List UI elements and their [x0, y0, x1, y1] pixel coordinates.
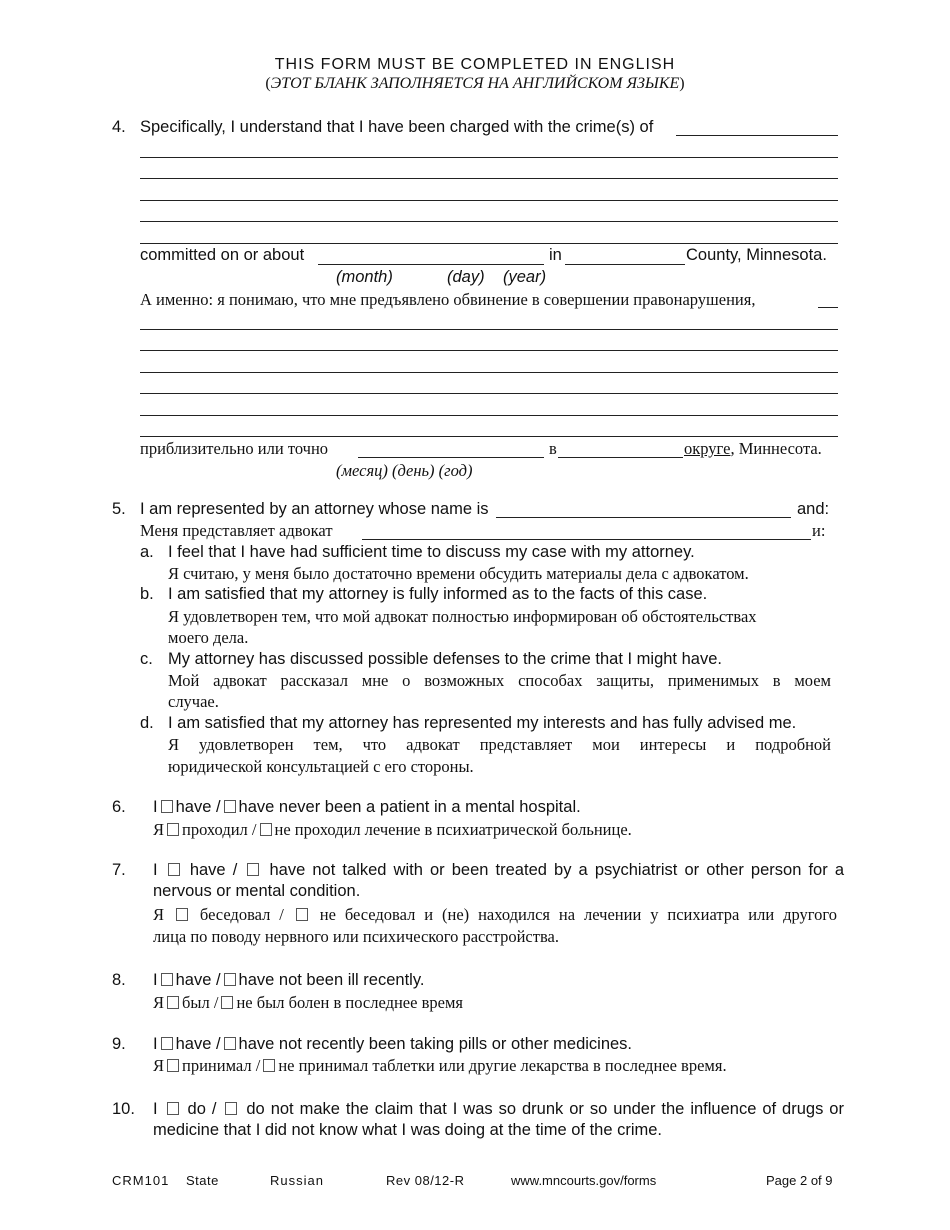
- item8-ru-checkbox-2[interactable]: [221, 996, 233, 1009]
- item7-russian-line1: Я беседовал / не беседовал и (не) находился на лечении у психиатра или другого: [153, 905, 837, 924]
- item9-have-checkbox[interactable]: [161, 1037, 173, 1050]
- item5c-russian-line2: случае.: [168, 692, 219, 711]
- item5-russian-text: Меня представляет адвокат: [140, 521, 333, 540]
- item8-ru-checkbox-1[interactable]: [167, 996, 179, 1009]
- county-blank[interactable]: [565, 264, 685, 265]
- item8-have-not-checkbox[interactable]: [224, 973, 236, 986]
- footer-state: State: [186, 1173, 219, 1188]
- item6-english: I have / have never been a patient in a mental hospital.: [153, 798, 581, 816]
- footer-page-number: Page 2 of 9: [766, 1173, 833, 1188]
- county-label: County, Minnesota.: [686, 246, 827, 264]
- footer-url[interactable]: www.mncourts.gov/forms: [511, 1173, 657, 1188]
- item5c-label: c.: [140, 650, 153, 668]
- item10-english-line2: medicine that I did not know what I was doing at the time of the crime.: [153, 1121, 663, 1139]
- item5b-label: b.: [140, 585, 154, 603]
- ru-crime-blank-line-5[interactable]: [140, 415, 838, 416]
- attorney-name-blank[interactable]: [496, 517, 791, 518]
- month-label: (month): [336, 268, 393, 286]
- crime-blank-line-5[interactable]: [140, 243, 838, 244]
- item5a-label: a.: [140, 543, 154, 561]
- item5a-russian: Я считаю, у меня было достаточно времени обсудить материалы дела с адвокатом.: [168, 564, 749, 583]
- item9-russian: Я принимал / не принимал таблетки или другие лекарства в последнее время.: [153, 1056, 727, 1075]
- item7-have-checkbox[interactable]: [168, 863, 180, 876]
- item5a-english: I feel that I have had sufficient time to discuss my case with my attorney.: [168, 543, 695, 561]
- ru-crime-blank-line-6[interactable]: [140, 436, 838, 437]
- item9-number: 9.: [112, 1035, 126, 1053]
- item8-english: I have / have not been ill recently.: [153, 971, 425, 989]
- item6-russian: Я проходил / не проходил лечение в психиатрической больнице.: [153, 820, 632, 839]
- crime-blank-line-3[interactable]: [140, 200, 838, 201]
- ru-in-label: в: [549, 439, 557, 458]
- ru-county-blank[interactable]: [558, 457, 683, 458]
- in-label: in: [549, 246, 562, 264]
- item5d-english: I am satisfied that my attorney has represented my interests and has fully advised me.: [168, 714, 797, 732]
- footer-form-id: CRM101: [112, 1173, 170, 1188]
- item5d-russian-line1: Я удовлетворен тем, что адвокат представляет мои интересы и подробной: [168, 735, 831, 754]
- item8-russian: Я был / не был болен в последнее время: [153, 993, 463, 1012]
- ru-crime-blank-inline[interactable]: [818, 307, 838, 308]
- form-header-title: THIS FORM MUST BE COMPLETED IN ENGLISH: [274, 56, 676, 73]
- item5d-russian-line2: юридической консультацией с его стороны.: [168, 757, 474, 776]
- item7-have-not-checkbox[interactable]: [247, 863, 259, 876]
- item6-number: 6.: [112, 798, 126, 816]
- item9-ru-checkbox-1[interactable]: [167, 1059, 179, 1072]
- crime-blank-line-1[interactable]: [140, 157, 838, 158]
- crime-blank-inline[interactable]: [676, 135, 838, 136]
- item5b-russian-line1: Я удовлетворен тем, что мой адвокат полностью информирован об обстоятельствах: [168, 607, 757, 626]
- committed-label: committed on or about: [140, 246, 305, 264]
- item6-have-never-checkbox[interactable]: [224, 800, 236, 813]
- ru-county-label: округе, Миннесота.: [684, 439, 822, 458]
- item7-ru-checkbox-2[interactable]: [296, 908, 308, 921]
- ru-committed-label: приблизительно или точно: [140, 439, 329, 458]
- item6-ru-checkbox-1[interactable]: [167, 823, 179, 836]
- item4-number: 4.: [112, 118, 126, 136]
- item4-russian-text: А именно: я понимаю, что мне предъявлено обвинение в совершении правонарушения,: [140, 290, 756, 309]
- form-header-subtitle: (ЭТОТ БЛАНК ЗАПОЛНЯЕТСЯ НА АНГЛИЙСКОМ ЯЗЫКЕ): [265, 75, 685, 92]
- crime-blank-line-4[interactable]: [140, 221, 838, 222]
- item6-have-checkbox[interactable]: [161, 800, 173, 813]
- year-label: (year): [503, 268, 547, 286]
- item10-english-line1: I do / do not make the claim that I was so drunk or so under the influence of drugs or: [153, 1100, 844, 1118]
- item4-english-text: Specifically, I understand that I have been charged with the crime(s) of: [140, 118, 654, 136]
- ru-crime-blank-line-3[interactable]: [140, 372, 838, 373]
- footer-language: Russian: [270, 1173, 324, 1188]
- item9-english: I have / have not recently been taking pills or other medicines.: [153, 1035, 633, 1053]
- ru-attorney-name-blank[interactable]: [362, 539, 811, 540]
- item10-do-checkbox[interactable]: [167, 1102, 179, 1115]
- crime-blank-line-2[interactable]: [140, 178, 838, 179]
- item5d-label: d.: [140, 714, 154, 732]
- item5-number: 5.: [112, 500, 126, 518]
- item6-ru-checkbox-2[interactable]: [260, 823, 272, 836]
- item7-russian-line2: лица по поводу нервного или психического расстройства.: [153, 927, 559, 946]
- item8-number: 8.: [112, 971, 126, 989]
- item10-do-not-checkbox[interactable]: [225, 1102, 237, 1115]
- ru-and-label: и:: [812, 521, 826, 540]
- item10-number: 10.: [112, 1100, 135, 1118]
- ru-crime-blank-line-4[interactable]: [140, 393, 838, 394]
- item9-ru-checkbox-2[interactable]: [263, 1059, 275, 1072]
- item7-ru-checkbox-1[interactable]: [176, 908, 188, 921]
- ru-crime-blank-line-1[interactable]: [140, 329, 838, 330]
- item8-have-checkbox[interactable]: [161, 973, 173, 986]
- footer-revision: Rev 08/12-R: [386, 1173, 465, 1188]
- item9-have-not-checkbox[interactable]: [224, 1037, 236, 1050]
- and-label: and:: [797, 500, 830, 518]
- item5b-russian-line2: моего дела.: [168, 628, 249, 647]
- item5c-russian-line1: Мой адвокат рассказал мне о возможных способах защиты, применимых в моем: [168, 671, 831, 690]
- item7-number: 7.: [112, 861, 126, 879]
- ru-crime-blank-line-2[interactable]: [140, 350, 838, 351]
- ru-date-labels: (месяц) (день) (год): [336, 461, 473, 480]
- item5b-english: I am satisfied that my attorney is fully informed as to the facts of this case.: [168, 585, 708, 603]
- ru-date-blank[interactable]: [358, 457, 544, 458]
- item5-english-text: I am represented by an attorney whose name is: [140, 500, 489, 518]
- item7-english-line2: nervous or mental condition.: [153, 882, 361, 900]
- day-label: (day): [447, 268, 485, 286]
- item5c-english: My attorney has discussed possible defenses to the crime that I might have.: [168, 650, 722, 668]
- item7-english-line1: I have / have not talked with or been treated by a psychiatrist or other person for a: [153, 861, 844, 879]
- date-blank[interactable]: [318, 264, 544, 265]
